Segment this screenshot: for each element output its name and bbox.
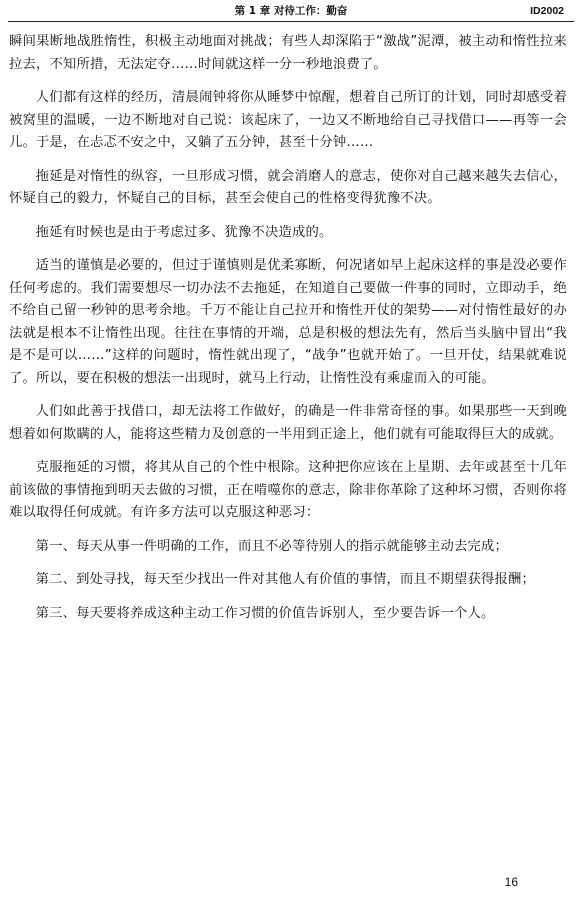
paragraph: 拖延是对惰性的纵容，一旦形成习惯，就会消磨人的意志，使你对自己越来越失去信心，怀疑自己的毅力，怀疑自己的目标，甚至会使自己的性格变得犹豫不决。 [9, 168, 567, 206]
paragraph: 人们如此善于找借口，却无法将工作做好，的确是一件非常奇怪的事。如果那些一天到晚想着如何欺瞒的人，能将这些精力及创意的一半用到正途上，他们就有可能取得巨大的成就。 [9, 404, 567, 442]
paragraph: 适当的谨慎是必要的，但过于谨慎则是优柔寡断，何况诸如早上起床这样的事是没必要作任何考虑的。我们需要想尽一切办法不去拖延，在知道自己要做一件事的同时，立即动手，绝不给自己留一秒钟的思考余地。千万不能让自己拉开和惰性开仗的架势——对付惰性最好的办法就是根本不让惰性出现。往往在事情的开端，总是积极的想法先有，然后当头脑中冒出“我是不是可以……”这样的问题时，惰性就出现了，“战争”也就开始了。一旦开仗，结果就难说了。所以，要在积极的想法一出现时，就马上行动，让惰性没有乘虚而入的可能。 [9, 258, 567, 386]
page-number: 16 [504, 875, 518, 889]
chapter-title: 第 1 章 对待工作：勤奋 [234, 5, 348, 17]
page-header [8, 4, 574, 18]
paragraph: 第三、每天要将养成这种主动工作习惯的价值告诉别人，至少要告诉一个人。 [35, 605, 495, 621]
paragraph: 第一、每天从事一件明确的工作，而且不必等待别人的指示就能够主动去完成； [35, 538, 508, 554]
header-divider [8, 21, 574, 22]
paragraph: 拖延有时候也是由于考虑过多、犹豫不决造成的。 [35, 224, 333, 240]
paragraph: 瞬间果断地战胜惰性，积极主动地面对挑战；有些人却深陷于“激战”泥潭，被主动和惰性拉来拉去，不知所措，无法定夺……时间就这样一分一秒地浪费了。 [9, 34, 567, 72]
body-text [9, 31, 567, 636]
paragraph: 第二、到处寻找，每天至少找出一件对其他人有价值的事情，而且不期望获得报酬； [35, 572, 535, 587]
paragraph: 人们都有这样的经历，清晨闹钟将你从睡梦中惊醒，想着自己所订的计划，同时却感受着被窝里的温暖，一边不断地对自己说：该起床了，一边又不断地给自己寻找借口——再等一会儿。于是，在忐忑不安之中，又躺了五分钟，甚至十分钟…… [9, 90, 567, 150]
paragraph: 克服拖延的习惯，将其从自己的个性中根除。这种把你应该在上星期、去年或甚至十几年前该做的事情拖到明天去做的习惯，正在啃噬你的意志，除非你革除了这种坏习惯，否则你将难以取得任何成就。有许多方法可以克服这种恶习： [9, 460, 567, 520]
document-id: ID2002 [530, 5, 564, 17]
